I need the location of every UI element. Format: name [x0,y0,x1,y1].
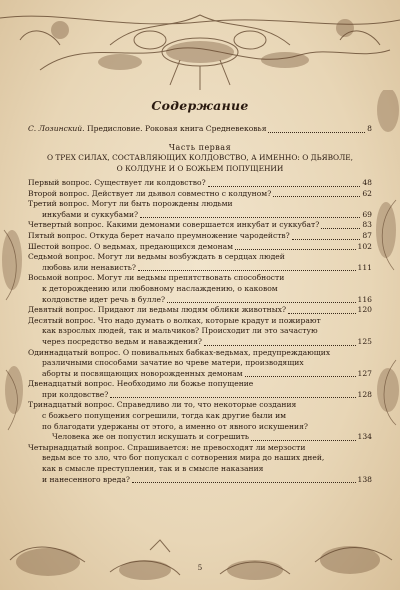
toc-entry[interactable] [28,220,372,231]
toc-entry[interactable] [28,443,372,485]
preface-author: С. Лозинский [28,124,83,133]
toc-entry-text: Восьмой вопрос. Могут ли ведьмы препятствовать способности [28,273,285,283]
toc-entry[interactable] [28,305,372,316]
engraving-bottom-decoration [0,520,400,590]
toc-entry-text: инкубами и суккубами? [42,209,139,219]
dot-leader [268,132,365,133]
dot-leader [321,228,360,229]
dot-leader [251,440,355,441]
page-number: 48 [362,178,372,187]
dot-leader [288,313,355,314]
page-number: 69 [362,209,372,219]
toc-entry-text: Пятый вопрос. Откуда берет начало преумножение чародейств? [28,230,290,240]
dot-leader [138,270,356,271]
dot-leader [110,397,355,398]
dot-leader [292,239,361,240]
toc-entry-text: Девятый вопрос. Придают ли ведьмы людям облики животных? [28,305,287,315]
toc-entry[interactable] [28,189,372,200]
toc-entry-text: Второй вопрос. Действует ли дьявол совместно с колдуном? [28,188,272,198]
page-number: 125 [357,336,372,346]
toc-entry-text: Третий вопрос. Могут ли быть порождены людьми [28,199,233,209]
part-subtitle-line: О ТРЕХ СИЛАХ, СОСТАВЛЯЮЩИХ КОЛДОВСТВО, А ИМЕННО: О ДЬЯВОЛЕ, [46,153,354,163]
toc-entry[interactable] [28,273,372,305]
part-subtitle [28,153,372,174]
folio-page-number: 5 [197,564,203,572]
toc-entry[interactable] [28,379,372,400]
toc-entry-text: к деторождению или любовному наслаждению, о каковом [42,283,278,293]
toc-entry-text: любовь или ненависть? [42,262,136,272]
toc-entry[interactable] [28,400,372,442]
toc-entry-text: аборты и посвящающих новорожденных демонам [42,368,243,378]
page-number: 62 [362,188,372,198]
part-title: Часть первая [168,142,232,152]
dot-leader [245,376,356,377]
page-number: 127 [357,368,372,378]
page-number: 111 [357,262,372,272]
page-number: 134 [357,432,372,442]
preface-text: . Предисловие. Роковая книга Средневековья [82,124,267,133]
dot-leader [208,186,361,187]
toc-entry-text: Седьмой вопрос. Могут ли ведьмы возбуждать в сердцах людей [28,252,285,262]
toc-entry-text: при колдовстве? [42,389,109,399]
toc-entry-text: Человека же он попустил искушать и согрешить [52,432,250,442]
toc-entry-text: Четырнадцатый вопрос. Спрашивается: не превосходят ли мерзости [28,442,306,452]
part-subtitle-line: О КОЛДУНЕ И О БОЖЬЕМ ПОПУЩЕНИИ [116,163,284,173]
toc-entry[interactable] [28,178,372,189]
dot-leader [273,196,360,197]
page-number: 83 [362,220,372,230]
toc-entry[interactable] [28,242,372,253]
toc-entries [28,178,372,485]
engraving-right-decoration [370,90,400,530]
page-number: 8 [367,124,372,133]
engraving-left-decoration [0,90,26,530]
toc-entry-text: Одиннадцатый вопрос. О повивальных бабках-ведьмах, предупреждающих [28,347,331,357]
toc-entry[interactable] [28,199,372,220]
toc-entry[interactable] [28,348,372,380]
toc-entry-text: по благодати удержаны от этого, а именно от явного искушения? [42,421,308,431]
dot-leader [167,302,355,303]
page-number: 87 [362,230,372,240]
page-number: 120 [357,305,372,315]
toc-entry-text: Тринадцатый вопрос. Справедливо ли то, что некоторые создания [28,400,297,410]
dot-leader [235,249,355,250]
toc-entry-text: как в смысле преступления, так и в смысле наказания [42,464,264,474]
toc-entry-text: Шестой вопрос. О ведьмах, предающихся демонам [28,241,234,251]
dot-leader [204,345,356,346]
page-number: 116 [357,294,372,304]
toc-title: Содержание [151,98,249,113]
toc-entry-text: ведьм все то зло, что бог попускал с сотворения мира до наших дней, [42,453,325,463]
toc-entry-text: и нанесенного вреда? [42,474,130,484]
toc-entry-text: как взрослых людей, так и мальчиков? Происходит ли это зачастую [42,326,318,336]
page-number: 128 [357,389,372,399]
dot-leader [140,217,360,218]
toc-entry-text: через посредство ведьм и наваждения? [42,336,202,346]
dot-leader [132,482,356,483]
toc-entry-text: Первый вопрос. Существует ли колдовство? [28,178,206,187]
toc-list [28,124,372,485]
page-number: 138 [357,474,372,484]
engraving-top-decoration [0,0,400,100]
toc-entry[interactable] [28,252,372,273]
toc-entry[interactable] [28,316,372,348]
toc-entry[interactable] [28,231,372,242]
page-number: 102 [357,241,372,251]
toc-entry-preface[interactable] [28,124,372,135]
toc-entry-text: Четвертый вопрос. Какими демонами совершается инкубат и суккубат? [28,220,320,230]
toc-entry-text: Десятый вопрос. Что надо думать о волках, которые крадут и пожирают [28,315,321,325]
toc-entry-text: различными способами зачатие во чреве матери, производящих [42,358,304,368]
toc-entry-text: колдовстве идет речь в булле? [42,294,166,304]
toc-entry-text: с божьего попущения согрешили, тогда как другие были им [42,411,287,421]
toc-entry-text: Двенадцатый вопрос. Необходимо ли божье попущение [28,379,254,389]
